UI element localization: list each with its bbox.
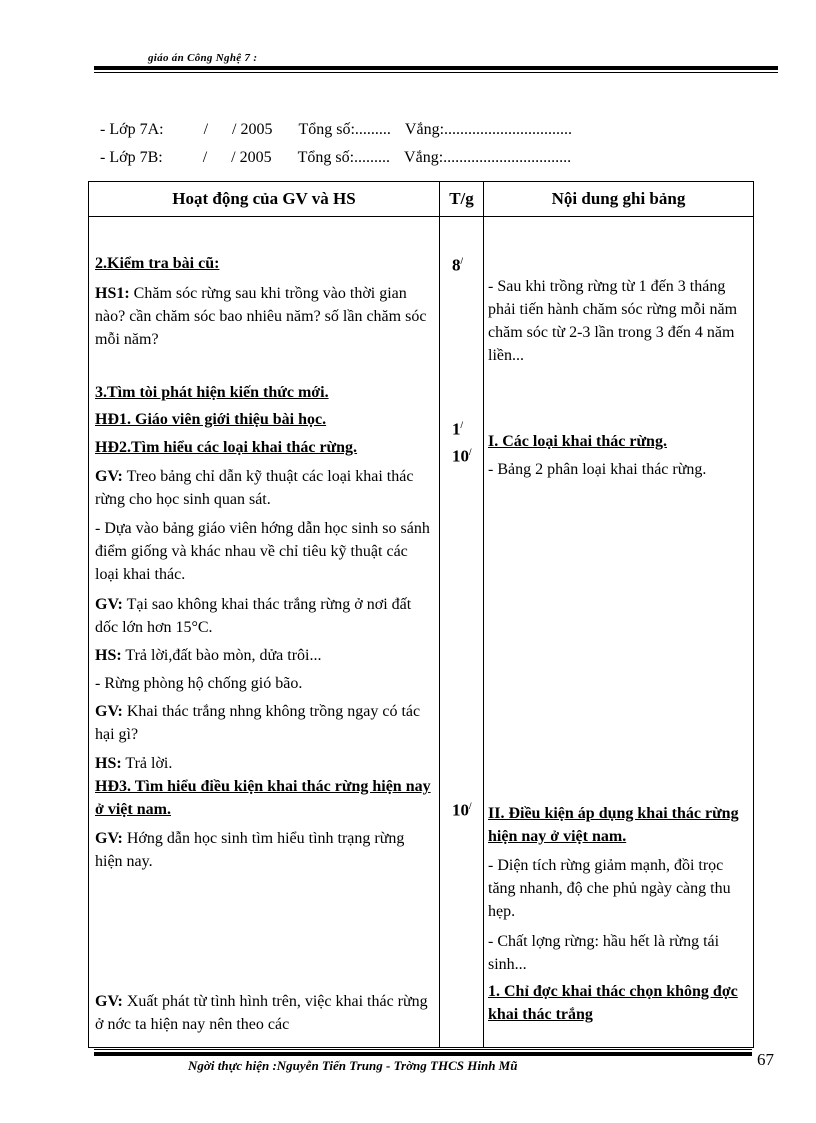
heading-II: II. Điều kiện áp dụng khai thác rừng hiện nay ở việt nam.	[488, 805, 739, 845]
timtoi-heading: 3.Tìm tòi phát hiện kiến thức mới.	[95, 384, 329, 401]
hs-label: HS:	[95, 755, 122, 772]
gv2-text: Tại sao không khai thác trắng rừng ở nơi đất dốc lớn hơn 15°C.	[95, 596, 412, 636]
gv-label: GV:	[95, 993, 123, 1010]
footer-author: Ngời thực hiện :Nguyễn Tiến Trung - Trờng THCS Hinh Mũ	[188, 1058, 518, 1073]
hd2-heading: HĐ2.Tìm hiểu các loại khai thác rừng.	[95, 439, 358, 456]
point2-paragraph: - Chất lợng rừng: hầu hết là rừng tái sinh...	[488, 933, 720, 973]
header-title: giáo án Công Nghệ 7 :	[148, 52, 258, 64]
time-mark: 10/	[452, 446, 472, 466]
hd1-heading: HĐ1. Giáo viên giới thiệu bài học.	[95, 411, 327, 428]
hs3-text: Trả lời.	[121, 755, 173, 772]
gv4-paragraph	[95, 827, 435, 873]
gv3-text: Khai thác trắng nhng không trồng ngay có tác hại gì?	[95, 703, 421, 743]
gv1b-paragraph: - Dựa vào bảng giáo viên hớng dẫn học sinh so sánh điểm giống và khác nhau về chỉ tiêu kỹ thuật các loại khai thác.	[95, 520, 430, 583]
class-label: - Lớp 7B:	[100, 149, 163, 166]
gv-label: GV:	[95, 596, 123, 613]
header-activities: Hoạt động của GV và HS	[89, 182, 440, 217]
hd3-heading: HĐ3. Tìm hiểu điều kiện khai thác rừng hiện nay ở việt nam.	[95, 778, 431, 818]
hs1-text: Chăm sóc rừng sau khi trồng vào thời gian nào? cần chăm sóc bao nhiêu năm? số lần chăm sóc mỗi năm?	[95, 285, 427, 348]
class-total: Tổng số:.........	[298, 121, 391, 138]
header-rule-thick	[94, 66, 778, 70]
class-total: Tổng số:.........	[297, 149, 391, 166]
point1-paragraph: - Diện tích rừng giảm mạnh, đồi trọc tăng nhanh, độ che phủ ngày càng thu hẹp.	[488, 857, 731, 920]
gv5-paragraph	[95, 990, 435, 1036]
class-absent: Vắng:................................	[404, 149, 572, 166]
page-number: 67	[757, 1050, 774, 1069]
table-header-row	[89, 182, 754, 217]
hs2-text: Trả lời,đất bào mòn, dửa trôi...	[121, 647, 322, 664]
header-content: Nội dung ghi bảng	[484, 182, 754, 217]
gv1-text: Treo bảng chỉ dẫn kỹ thuật các loại khai thác rừng cho học sinh quan sát.	[95, 468, 414, 508]
heading-I: I. Các loại khai thác rừng.	[488, 433, 667, 450]
heading-1: 1. Chỉ đợc khai thác chọn không đợc khai thác trắng	[488, 983, 738, 1023]
header-time: T/g	[440, 182, 484, 217]
time-cell	[440, 217, 484, 1048]
bang2-paragraph: - Bảng 2 phân loại khai thác rừng.	[488, 461, 707, 478]
gv-label: GV:	[95, 703, 123, 720]
table-row	[89, 217, 754, 1048]
time-mark: 10/	[452, 800, 472, 820]
time-mark: 8/	[452, 255, 464, 275]
gv1-paragraph	[95, 465, 435, 511]
class-date: / / 2005	[203, 121, 273, 138]
gv5-text: Xuất phát từ tình hình trên, việc khai thác rừng ở nớc ta hiện nay nên theo các	[95, 993, 428, 1033]
class-label: - Lớp 7A:	[100, 121, 164, 138]
footer-rule-thick	[94, 1052, 752, 1056]
hs1-label: HS1:	[95, 285, 130, 302]
gv4-text: Hớng dẫn học sinh tìm hiểu tình trạng rừng hiện nay.	[95, 830, 405, 870]
lesson-plan-table	[88, 181, 754, 1048]
gv2-paragraph	[95, 593, 435, 639]
gv3-paragraph	[95, 700, 435, 746]
header-rule-thin	[94, 72, 778, 73]
hs2-paragraph	[95, 644, 435, 667]
class-line-7b	[92, 131, 571, 167]
kiemtra-heading: 2.Kiểm tra bài cũ:	[95, 255, 220, 272]
activities-cell	[89, 217, 440, 1048]
footer-rule-thin	[94, 1049, 752, 1050]
hs2b-paragraph: - Rừng phòng hộ chống gió bão.	[95, 675, 303, 692]
gv-label: GV:	[95, 830, 123, 847]
gv-label: GV:	[95, 468, 123, 485]
content-cell	[484, 217, 754, 1048]
hs3-paragraph	[95, 752, 435, 775]
time-mark: 1/	[452, 419, 464, 439]
hs-label: HS:	[95, 647, 122, 664]
class-date: / / 2005	[202, 149, 272, 166]
class-absent: Vắng:................................	[404, 121, 573, 138]
answer1-paragraph: - Sau khi trồng rừng từ 1 đến 3 tháng phải tiến hành chăm sóc rừng mỗi năm chăm sóc từ 2-3 lần trong 3 đến 4 năm liền...	[488, 278, 738, 364]
hs1-question	[95, 282, 435, 351]
